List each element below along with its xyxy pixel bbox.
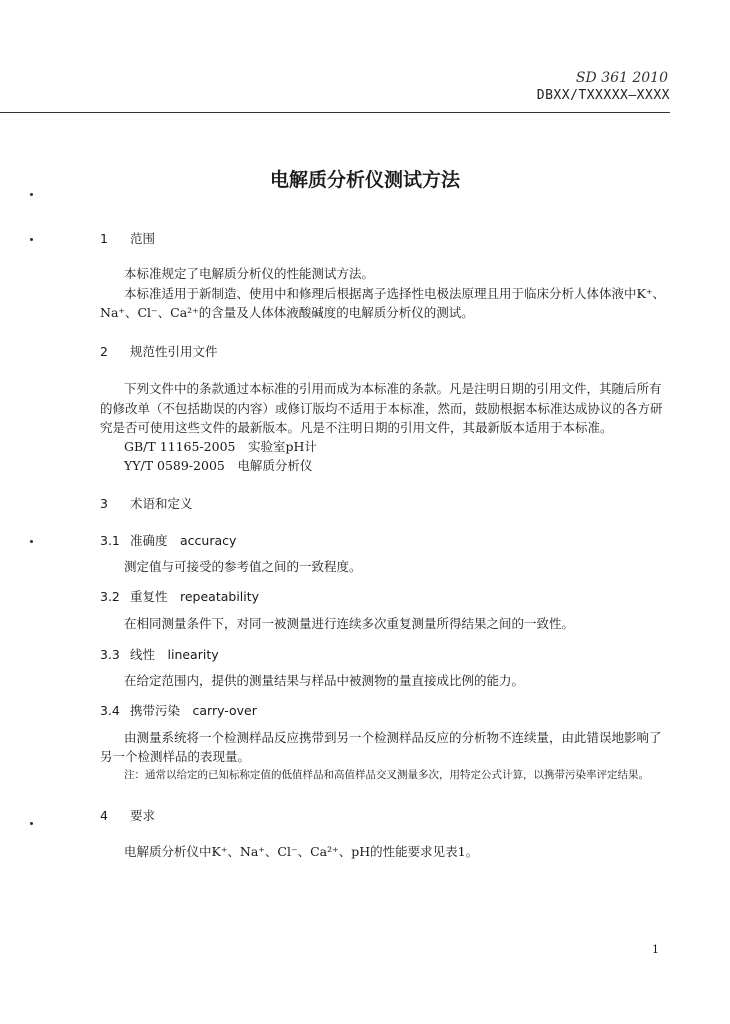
reference-item: YY/T 0589-2005 电解质分析仪 xyxy=(124,458,313,473)
term-definition: 在相同测量条件下，对同一被测量进行连续多次重复测量所得结果之间的一致性。 xyxy=(124,616,575,631)
header-rule xyxy=(0,112,670,113)
section-title: 要求 xyxy=(130,808,156,823)
section-number: 2 xyxy=(100,344,108,359)
paragraph: 下列文件中的条款通过本标准的引用而成为本标准的条款。凡是注明日期的引用文件，其随后所有 xyxy=(124,381,662,396)
term-3-4 xyxy=(100,701,257,719)
paragraph: 本标准适用于新制造、使用中和修理后根据离子选择性电极法原理且用于临床分析人体体液中K⁺、 xyxy=(124,286,665,301)
term-name: 携带污染 carry-over xyxy=(130,703,257,718)
section-1-heading xyxy=(100,229,155,247)
section-2-heading xyxy=(100,342,218,360)
term-name: 重复性 repeatability xyxy=(130,589,260,604)
section-number: 3 xyxy=(100,496,108,511)
term-name: 线性 linearity xyxy=(130,647,219,662)
term-3-1 xyxy=(100,531,236,549)
note: 注：通常以给定的已知标称定值的低值样品和高值样品交叉测量多次，用特定公式计算，以携带污染率评定结果。 xyxy=(124,769,649,781)
section-4-heading xyxy=(100,806,155,824)
scan-speck xyxy=(30,822,33,825)
standard-code: DBXX/TXXXXX—XXXX xyxy=(536,88,670,103)
term-definition: 由测量系统将一个检测样品反应携带到另一个检测样品反应的分析物不连续量，由此错误地影响了 xyxy=(124,730,662,745)
paragraph: 本标准规定了电解质分析仪的性能测试方法。 xyxy=(124,266,375,281)
section-title: 术语和定义 xyxy=(130,496,193,511)
page-number: 1 xyxy=(652,943,659,956)
paragraph: 的修改单（不包括勘误的内容）或修订版均不适用于本标准，然而，鼓励根据本标准达成协议的各方研 xyxy=(100,401,663,416)
scan-speck xyxy=(30,540,33,543)
section-title: 规范性引用文件 xyxy=(130,344,218,359)
term-number: 3.4 xyxy=(100,703,120,718)
handwritten-annotation: SD 361 2010 xyxy=(575,70,668,86)
term-definition: 另一个检测样品的表现量。 xyxy=(100,749,251,764)
section-3-heading xyxy=(100,494,193,512)
section-number: 1 xyxy=(100,231,108,246)
term-number: 3.1 xyxy=(100,533,120,548)
paragraph: Na⁺、Cl⁻、Ca²⁺的含量及人体体液酸碱度的电解质分析仪的测试。 xyxy=(100,305,474,320)
paragraph: 电解质分析仪中K⁺、Na⁺、Cl⁻、Ca²⁺、pH的性能要求见表1。 xyxy=(124,844,479,859)
scan-speck xyxy=(30,238,33,241)
term-definition: 测定值与可接受的参考值之间的一致程度。 xyxy=(124,559,362,574)
paragraph: 究是否可使用这些文件的最新版本。凡是不注明日期的引用文件，其最新版本适用于本标准。 xyxy=(100,420,613,435)
section-number: 4 xyxy=(100,808,108,823)
term-3-2 xyxy=(100,587,259,605)
document-title: 电解质分析仪测试方法 xyxy=(269,169,460,191)
term-number: 3.3 xyxy=(100,647,120,662)
term-name: 准确度 accuracy xyxy=(130,533,237,548)
term-3-3 xyxy=(100,645,219,663)
term-number: 3.2 xyxy=(100,589,120,604)
scan-speck xyxy=(30,193,33,196)
term-definition: 在给定范围内，提供的测量结果与样品中被测物的量直接成比例的能力。 xyxy=(124,673,525,688)
section-title: 范围 xyxy=(130,231,156,246)
reference-item: GB/T 11165-2005 实验室pH计 xyxy=(124,439,317,454)
